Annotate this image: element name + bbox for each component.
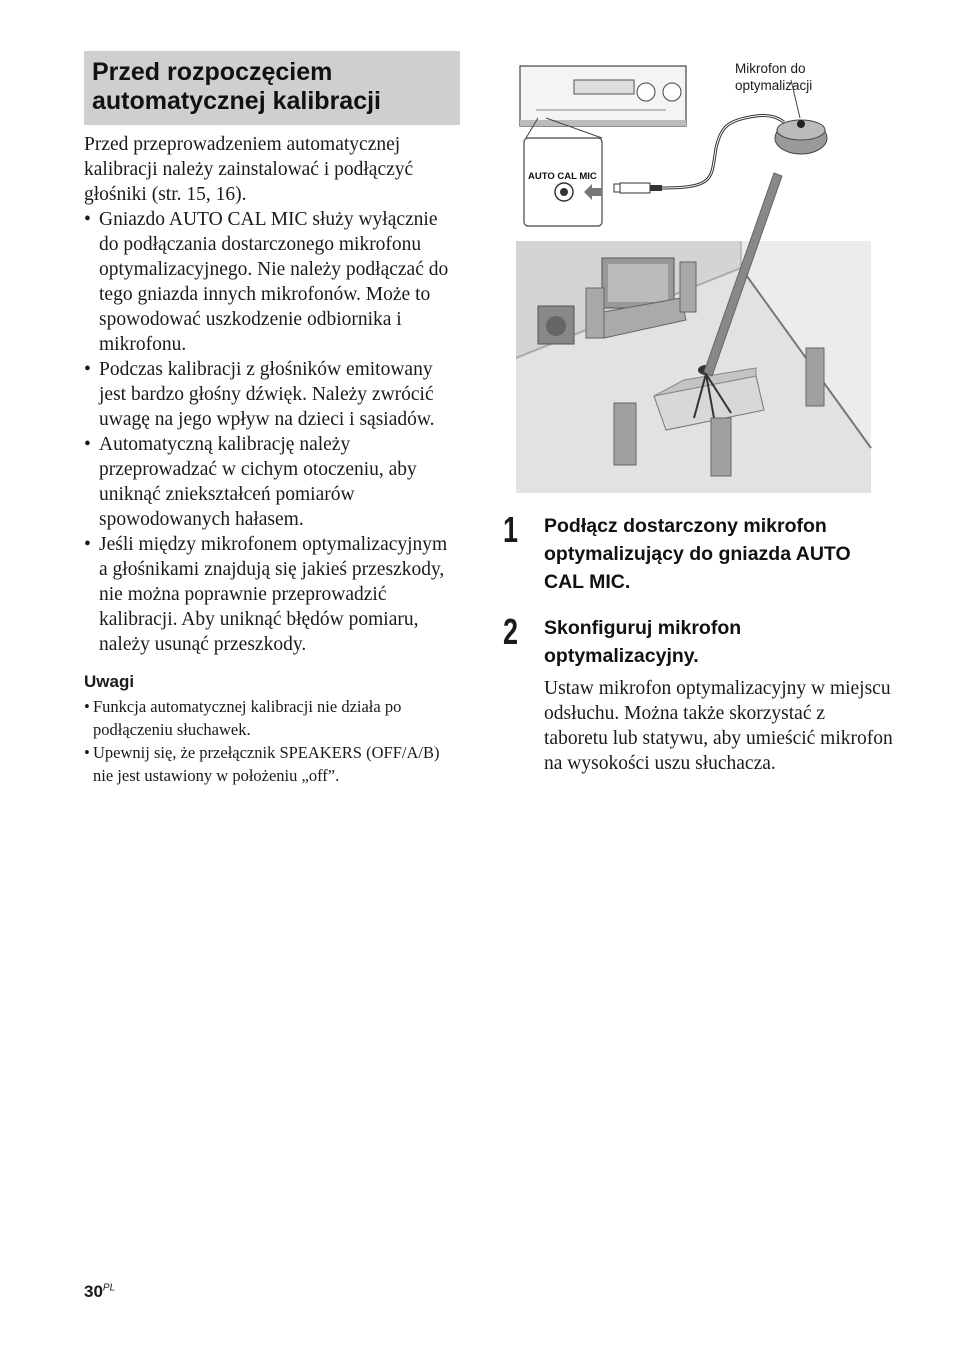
step-2 — [503, 611, 893, 776]
list-item: • Podczas kalibracji z głośników emitowany jest bardzo głośny dźwięk. Należy zwrócić uwagę na jego wpływ na dzieci i sąsiadów. — [84, 357, 460, 432]
step-body: Ustaw mikrofon optymalizacyjny w miejscu odsłuchu. Można także skorzystać z taboretu lub statywu, aby umieścić mikrofon na wysokości uszu słuchacza. — [544, 678, 893, 774]
jack-label: AUTO CAL MIC — [528, 171, 597, 182]
page-number: $30^{PL}$ — [84, 1282, 116, 1301]
optimizer-microphone-icon — [775, 120, 827, 154]
front-left-speaker-icon — [586, 288, 604, 338]
notes-list — [84, 695, 460, 787]
room-illustration — [516, 241, 871, 493]
precautions-list — [84, 207, 460, 657]
step-title: Podłącz dostarczony mikrofon optymalizujący do gniazda AUTO CAL MIC. — [544, 515, 851, 593]
front-right-speaker-icon — [680, 262, 696, 312]
mic-cable-icon — [614, 115, 784, 193]
list-item: • Gniazdo AUTO CAL MIC służy wyłącznie do podłączania dostarczonego mikrofonu optymalizacyjnego. Nie należy podłączać do tego gniazda innych mikrofonów. Może to spowodować uszkodzenie odbiornika i mikrofonu. — [84, 207, 460, 357]
section-title: Przed rozpoczęciem automatycznej kalibracji — [92, 58, 382, 115]
step-title: Skonfiguruj mikrofon optymalizacyjny. — [544, 617, 742, 667]
step-number: 2 — [503, 611, 519, 652]
surround-right-speaker-icon — [711, 418, 731, 476]
subwoofer-icon — [538, 306, 574, 344]
list-item: • Funkcja automatycznej kalibracji nie działa po podłączeniu słuchawek. — [84, 695, 460, 741]
intro-paragraph: Przed przeprowadzeniem automatycznej kalibracji należy zainstalować i podłączyć głośniki (str. 15, 16). — [84, 134, 414, 205]
list-item: • Upewnij się, że przełącznik SPEAKERS (OFF/A/B) nie jest ustawiony w położeniu „off”. — [84, 741, 460, 787]
av-receiver-icon — [520, 66, 686, 126]
language-code: PL — [102, 1282, 116, 1294]
list-item: • Automatyczną kalibrację należy przeprowadzać w cichym otoczeniu, aby uniknąć zniekształceń pomiarów spowodowanych hałasem. — [84, 432, 460, 532]
step-number: 1 — [503, 509, 519, 550]
right-speaker-icon — [806, 348, 824, 406]
notes-title: Uwagi — [84, 672, 135, 691]
mic-callout-label: Mikrofon do optymalizacji — [735, 61, 813, 93]
surround-left-speaker-icon — [614, 403, 636, 465]
section-heading — [84, 51, 460, 125]
left-column — [84, 132, 460, 787]
setup-illustration — [516, 58, 872, 494]
step-1 — [503, 509, 893, 596]
list-item: • Jeśli między mikrofonem optymalizacyjnym a głośnikami znajdują się jakieś przeszkody, nie można poprawnie przeprowadzić kalibracji. Aby uniknąć błędów pomiaru, należy usunąć przeszkody. — [84, 532, 460, 657]
auto-cal-mic-jack-panel — [524, 138, 602, 226]
